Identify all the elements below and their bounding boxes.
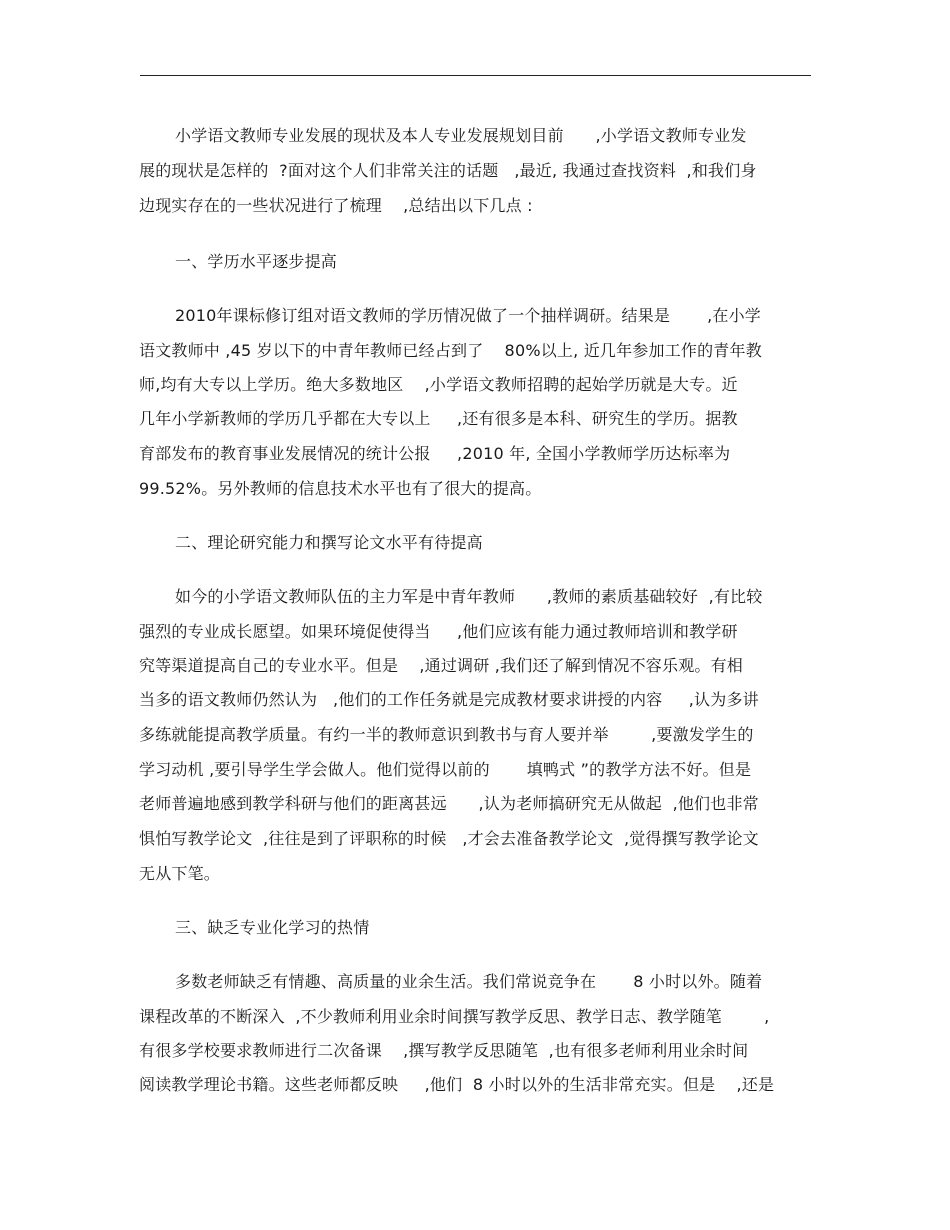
section2-line-6: 学习动机 ,要引导学生学会做人。他们觉得以前的 填鸭式 ”的教学方法不好。但是 bbox=[139, 760, 752, 779]
section2-line-5: 多练就能提高教学质量。有约一半的教师意识到教书与育人要并举 ,要激发学生的 bbox=[139, 725, 754, 744]
section2-line-1: 如今的小学语文教师队伍的主力军是中青年教师 ,教师的素质基础较好 ,有比较 bbox=[175, 587, 763, 606]
intro-line-2: 展的现状是怎样的 ?面对这个人们非常关注的话题 ,最近, 我通过查找资料 ,和我们身 bbox=[139, 161, 757, 180]
section2-line-7: 老师普遍地感到教学科研与他们的距离甚远 ,认为老师搞研究无从做起 ,他们也非常 bbox=[139, 794, 759, 813]
section3-line-4: 阅读教学理论书籍。这些老师都反映 ,他们 8 小时以外的生活非常充实。但是 ,还是 bbox=[139, 1075, 775, 1094]
intro-line-3: 边现实存在的一些状况进行了梳理 ,总结出以下几点 : bbox=[139, 196, 533, 215]
section2-line-2: 强烈的专业成长愿望。如果环境促使得当 ,他们应该有能力通过教师培训和教学研 bbox=[139, 622, 738, 641]
section1-line-6: 99.52%。另外教师的信息技术水平也有了很大的提高。 bbox=[139, 479, 542, 498]
section-heading-3: 三、缺乏专业化学习的热情 bbox=[175, 918, 370, 937]
section-heading-1: 一、学历水平逐步提高 bbox=[175, 252, 338, 271]
section2-line-8: 惧怕写教学论文 ,往往是到了评职称的时候 ,才会去准备教学论文 ,觉得撰写教学论文 bbox=[139, 829, 759, 848]
section1-line-5: 育部发布的教育事业发展情况的统计公报 ,2010 年, 全国小学教师学历达标率为 bbox=[139, 444, 731, 463]
section2-line-3: 究等渠道提高自己的专业水平。但是 ,通过调研 ,我们还了解到情况不容乐观。有相 bbox=[139, 656, 744, 675]
section2-line-4: 当多的语文教师仍然认为 ,他们的工作任务就是完成教材要求讲授的内容 ,认为多讲 bbox=[139, 690, 759, 709]
section1-line-3: 师,均有大专以上学历。绝大多数地区 ,小学语文教师招聘的起始学历就是大专。近 bbox=[139, 375, 738, 394]
section3-line-3: 有很多学校要求教师进行二次备课 ,撰写教学反思随笔 ,也有很多老师利用业余时间 bbox=[139, 1041, 749, 1060]
section-heading-2: 二、理论研究能力和撰写论文水平有待提高 bbox=[175, 533, 483, 552]
section1-line-1: 2010年课标修订组对语文教师的学历情况做了一个抽样调研。结果是 ,在小学 bbox=[175, 306, 762, 325]
header-rule bbox=[140, 75, 811, 76]
section1-line-4: 几年小学新教师的学历几乎都在大专以上 ,还有很多是本科、研究生的学历。据教 bbox=[139, 409, 738, 428]
section1-line-2: 语文教师中 ,45 岁以下的中青年教师已经占到了 80%以上, 近几年参加工作的青年教 bbox=[139, 341, 762, 360]
section3-line-2: 课程改革的不断深入 ,不少教师利用业余时间撰写教学反思、教学日志、教学随笔 , bbox=[139, 1007, 770, 1026]
section3-line-1: 多数老师缺乏有情趣、高质量的业余生活。我们常说竞争在 8 小时以外。随着 bbox=[175, 972, 763, 991]
intro-line-1: 小学语文教师专业发展的现状及本人专业发展规划目前 ,小学语文教师专业发 bbox=[175, 126, 747, 145]
section2-line-9: 无从下笔。 bbox=[139, 864, 221, 883]
